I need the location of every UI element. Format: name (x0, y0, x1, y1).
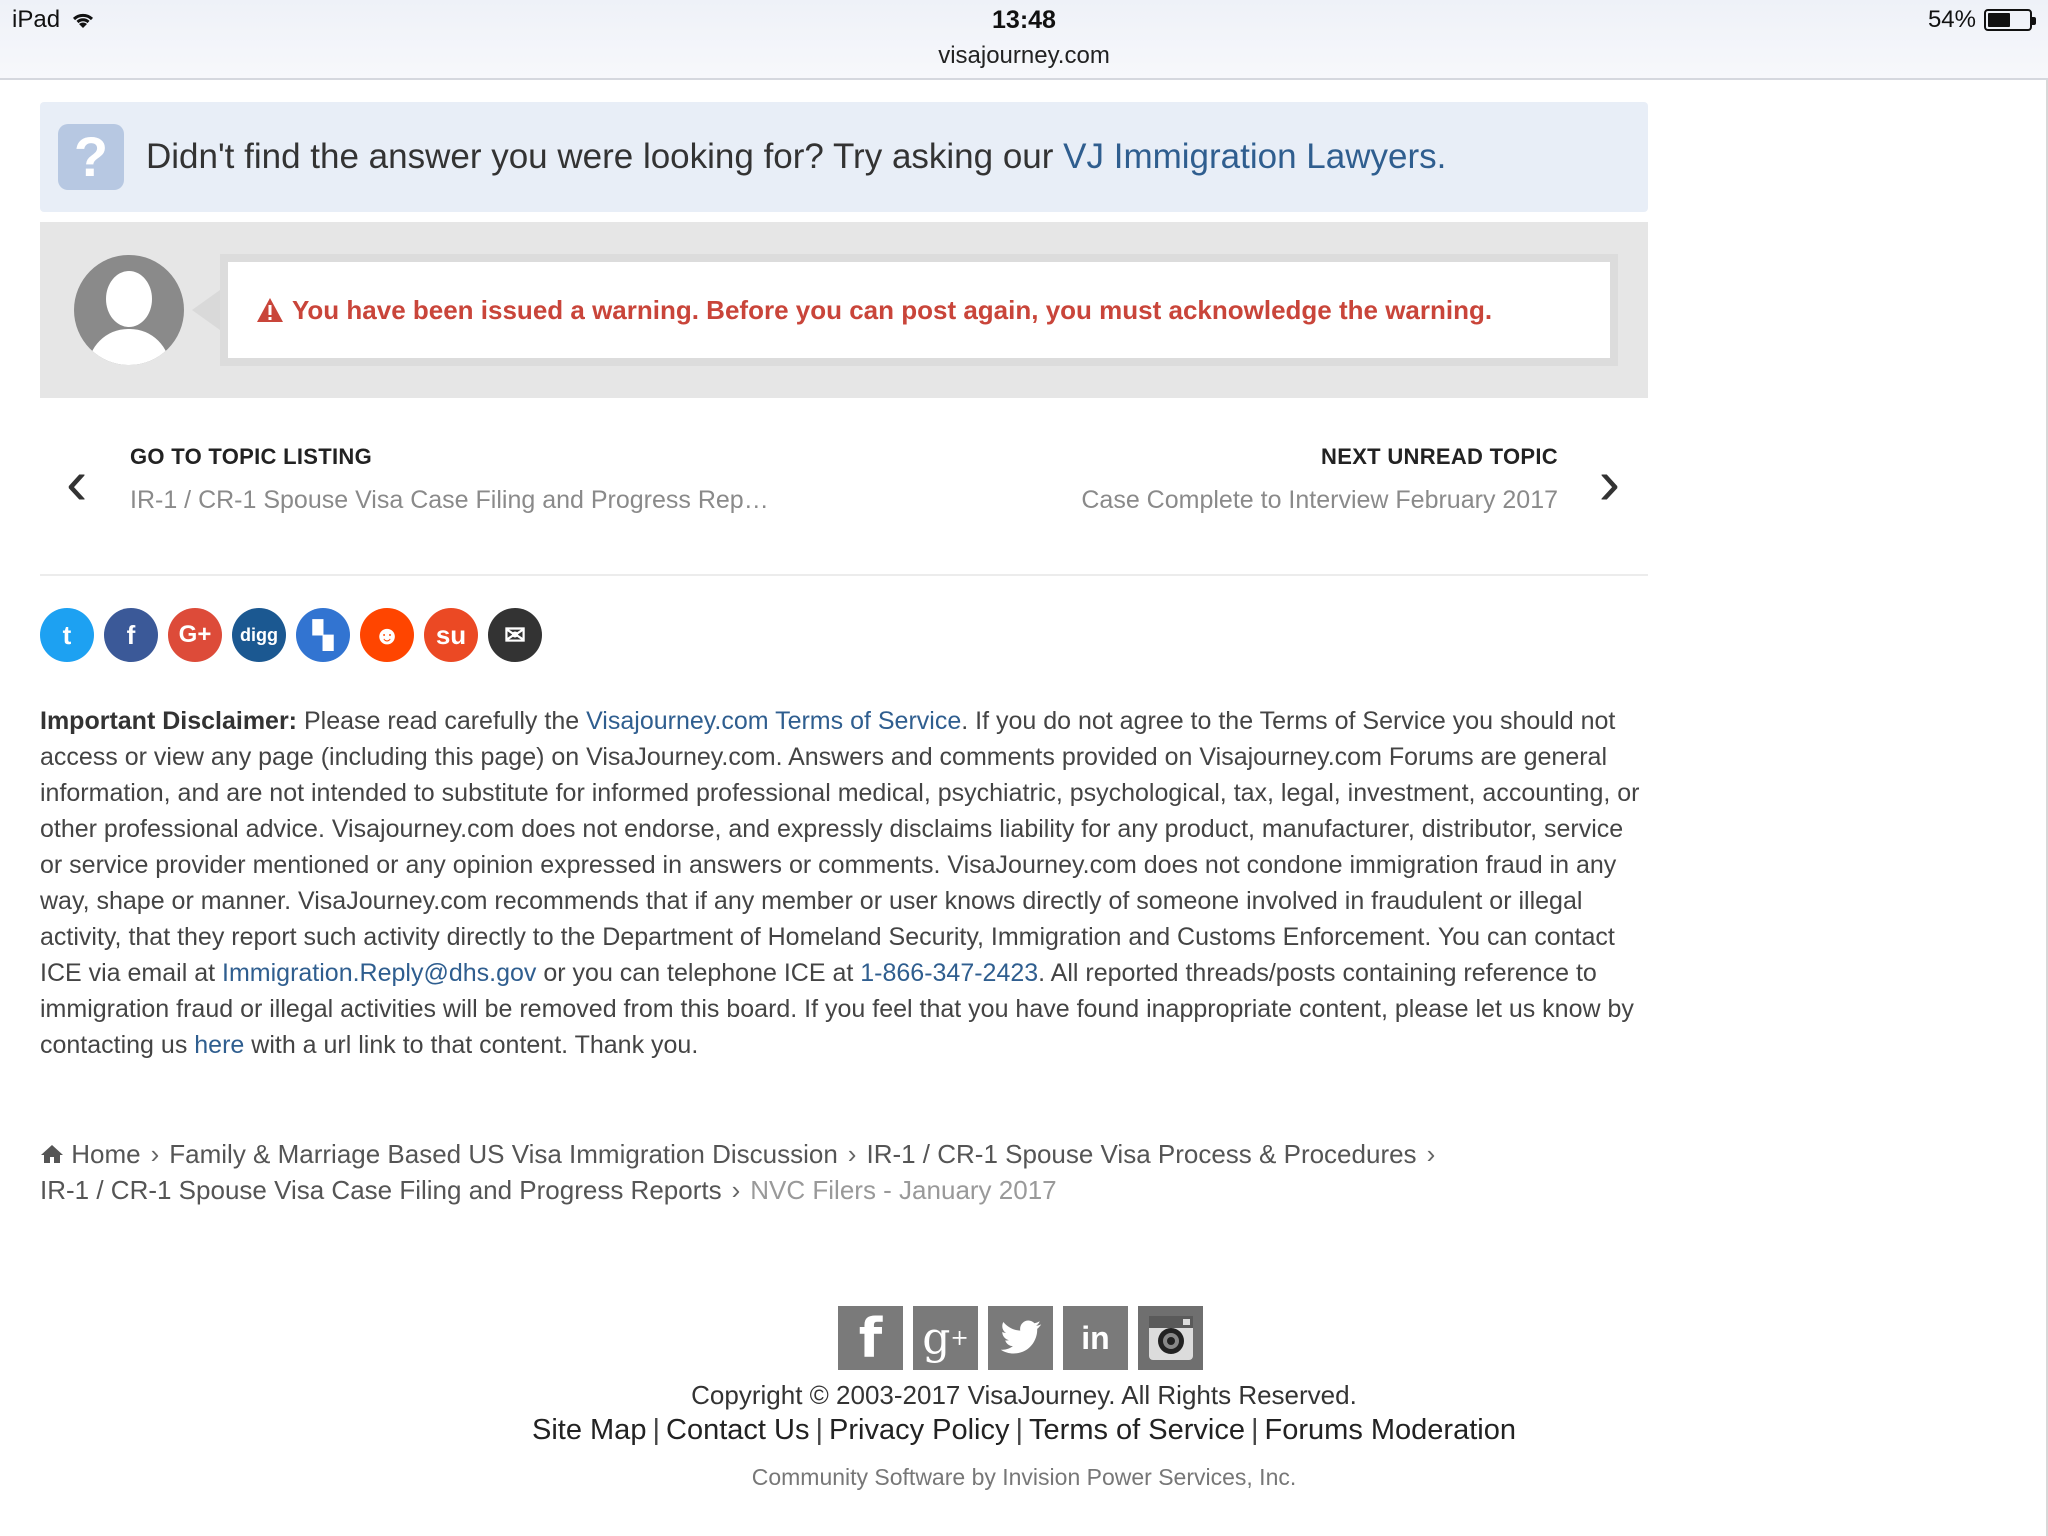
prev-title: IR-1 / CR-1 Spouse Visa Case Filing and Progress Rep… (130, 486, 769, 514)
facebook-share-icon[interactable]: f (104, 608, 158, 662)
disclaimer-text: with a url link to that content. Thank you. (244, 1031, 699, 1059)
delicious-share-icon[interactable]: ▚ (296, 608, 350, 662)
instagram-icon[interactable] (1138, 1306, 1203, 1370)
ice-phone-link[interactable]: 1-866-347-2423 (860, 959, 1039, 987)
forums-moderation-link[interactable]: Forums Moderation (1264, 1414, 1516, 1446)
google-plus-share-icon[interactable]: G+ (168, 608, 222, 662)
battery-level (1988, 13, 2010, 27)
facebook-icon[interactable]: f (838, 1306, 903, 1370)
email-share-icon[interactable]: ✉ (488, 608, 542, 662)
warning-text: You have been issued a warning. Before you can post again, you must acknowledge the warning. (292, 294, 1493, 325)
privacy-policy-link[interactable]: Privacy Policy (829, 1414, 1010, 1446)
linkedin-icon[interactable]: in (1063, 1306, 1128, 1370)
battery-icon (1984, 9, 2032, 31)
device-name: iPad (12, 6, 61, 33)
prev-heading: GO TO TOPIC LISTING (130, 444, 373, 469)
address-bar[interactable]: visajourney.com (938, 42, 1110, 69)
next-title: Case Complete to Interview February 2017 (1081, 486, 1558, 514)
google-plus-icon[interactable]: g + (913, 1306, 978, 1370)
digg-share-icon[interactable]: digg (232, 608, 286, 662)
next-unread-topic-link[interactable] (1081, 444, 1558, 515)
status-right (1928, 6, 2032, 34)
disclaimer-text: . If you do not agree to the Terms of Service you should not access or view any page (including this page) on VisaJourney.com. Answers and comments provided on Visajourney.com Forums are general information, and are not intended to substitute for informed professional medical, psychiatric, psychological, tax, legal, investment, accounting, or other professional advice. Visajourney.com does not endorse, and expressly disclaims liability for any product, manufacturer, distributor, service or service provider mentioned or any opinion expressed in answers or comments. VisaJourney.com does not condone immigration fraud in any way, shape or manner. VisaJourney.com recommends that if any member or user knows directly of someone involved in fraudulent or illegal activity, that they report such activity directly to the Department of Homeland Security, Immigration and Customs Enforcement. You can contact ICE via email at (40, 707, 1640, 987)
go-to-topic-listing-link[interactable] (130, 444, 769, 515)
lawyer-banner-text (146, 137, 1446, 177)
warning-icon (256, 297, 284, 323)
chevron-right-icon: › (1426, 1139, 1436, 1169)
breadcrumb (40, 1136, 1640, 1208)
contact-us-link[interactable]: Contact Us (666, 1414, 810, 1446)
battery-percent: 54% (1927, 6, 1976, 33)
topic-navigation (40, 430, 1648, 540)
reddit-share-icon[interactable]: ☻ (360, 608, 414, 662)
footer-social (838, 1306, 1203, 1370)
home-icon (40, 1144, 64, 1164)
next-heading: NEXT UNREAD TOPIC (1321, 444, 1558, 469)
lawyer-banner-prompt: Didn't find the answer you were looking for? Try asking our (146, 137, 1064, 176)
stumbleupon-share-icon[interactable]: su (424, 608, 478, 662)
disclaimer-text: Please read carefully the (297, 707, 587, 735)
breadcrumb-item[interactable]: Family & Marriage Based US Visa Immigration Discussion (169, 1139, 838, 1169)
terms-of-service-footer-link[interactable]: Terms of Service (1029, 1414, 1245, 1446)
question-icon: ? (58, 124, 124, 190)
ice-email-link[interactable]: Immigration.Reply@dhs.gov (222, 959, 537, 987)
speech-arrow (192, 290, 220, 330)
lawyers-link[interactable]: VJ Immigration Lawyers. (1063, 137, 1447, 176)
warning-message (256, 295, 1492, 326)
chevron-left-icon[interactable]: ‹ (66, 446, 88, 518)
terms-of-service-link[interactable]: Visajourney.com Terms of Service (586, 707, 962, 735)
chevron-right-icon: › (150, 1139, 160, 1169)
chevron-right-icon: › (847, 1139, 857, 1169)
disclaimer-label: Important Disclaimer: (40, 707, 298, 735)
lawyer-banner (40, 102, 1648, 212)
breadcrumb-current: NVC Filers - January 2017 (750, 1175, 1057, 1205)
copyright: Copyright © 2003-2017 VisaJourney. All Rights Reserved. (691, 1380, 1357, 1410)
site-map-link[interactable]: Site Map (532, 1414, 647, 1446)
warning-box (220, 254, 1618, 366)
chevron-right-icon: › (731, 1175, 741, 1205)
breadcrumb-home-label: Home (71, 1139, 141, 1169)
clock: 13:48 (992, 6, 1056, 34)
avatar (74, 255, 184, 365)
breadcrumb-item[interactable]: IR-1 / CR-1 Spouse Visa Process & Procedures (866, 1139, 1417, 1169)
chevron-right-icon[interactable]: › (1598, 446, 1620, 518)
disclaimer-text: . All reported threads/posts containing reference to immigration fraud or illegal activities will be removed from this board. If you feel that you have found inappropriate content, please let us know by contacting us (40, 959, 1634, 1059)
share-buttons (40, 608, 542, 662)
twitter-icon[interactable] (988, 1306, 1053, 1370)
footer-links: Site Map | Contact Us | Privacy Policy | Terms of Service | Forums Moderation (532, 1414, 1516, 1446)
community-software-credit[interactable]: Community Software by Invision Power Services, Inc. (751, 1464, 1297, 1490)
reply-area (40, 222, 1648, 398)
twitter-share-icon[interactable]: t (40, 608, 94, 662)
divider (40, 574, 1648, 576)
contact-here-link[interactable]: here (194, 1031, 245, 1059)
breadcrumb-item[interactable]: IR-1 / CR-1 Spouse Visa Case Filing and Progress Reports (40, 1175, 722, 1205)
disclaimer-text: or you can telephone ICE at (536, 959, 861, 987)
disclaimer (40, 703, 1652, 1063)
breadcrumb-home[interactable] (40, 1139, 141, 1169)
status-bar (0, 0, 2048, 80)
